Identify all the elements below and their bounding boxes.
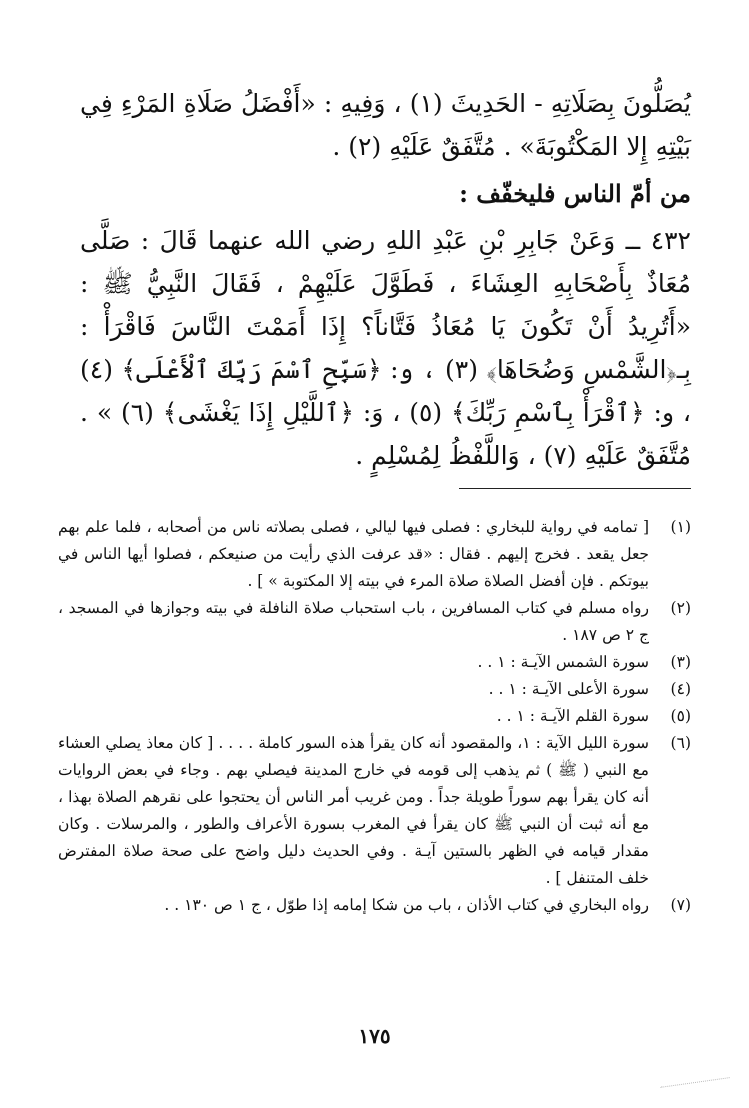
footnote xyxy=(58,703,691,730)
footnote xyxy=(58,595,691,649)
footnote-text: سورة الليل الآية : ١، والمقصود أنه كان يقرأ هذه السور كاملة . . . . [ كان معاذ يصلي العشاء مع النبي ( ﷺ ) ثم يذهب إلى قومه في خارج المدينة فيصلي بهم . وجاء في بعض الروايات أنه كان يقرأ بهم سوراً طويلة جداً . ومن غريب أمر الناس أن يحتجوا على نقرهم الصلاة بهذا ، مع أنه ثبت أن النبي ﷺ كان يقرأ في المغرب بسورة الأعراف والطور ، والمرسلات . وكان مقدار قيامه في الظهر بالستين آيـة . وفي الحديث دليل واضح على صحة صلاة المفترض خلف المتنفل ] . xyxy=(58,734,649,887)
footnote-divider xyxy=(459,488,691,489)
footnote xyxy=(58,730,691,892)
section-heading: من أمّ الناس فليخفّف : xyxy=(459,179,691,208)
footnote-number: (٧) xyxy=(670,896,691,914)
main-paragraph-2: ٤٣٢ ــ وَعَنْ جَابِرِ بْنِ عَبْدِ اللهِ رضي الله عنهما قَالَ : صَلَّى مُعَاذٌ بِأَصْحَابِهِ العِشَاءَ ، فَطَوَّلَ عَلَيْهِمْ ، فَقَالَ النَّبِيُّ ﷺ : «أَتُرِيدُ أَنْ تَكُونَ يَا مُعَاذُ فَتَّاناً؟ إِذَا أَمَمْتَ النَّاسَ فَاقْرَأْ : بِـ﴿الشَّمْسِ وَضُحَاهَا﴾ (٣) ، و: ﴿سَبِّحِ ٱسْمَ رَبِّكَ ٱلْأَعْلَى﴾ (٤) ، و: ﴿ٱقْرَأْ بِٱسْمِ رَبِّكَ﴾ (٥) ، وَ: ﴿ٱللَّيْلِ إِذَا يَغْشَى﴾ (٦) » . مُتَّفَقٌ عَلَيْهِ (٧) ، وَاللَّفْظُ لِمُسْلِمٍ . xyxy=(80,226,691,470)
footnote-number: (٥) xyxy=(670,707,691,725)
footnote-text: سورة الأعلى الآيـة : ١ . . xyxy=(488,680,649,698)
scan-mark xyxy=(660,1077,729,1088)
footnote-text: رواه البخاري في كتاب الأذان ، باب من شكا إمامه إذا طوّل ، ج ١ ص ١٣٠ . . xyxy=(164,896,649,914)
main-paragraph-1: يُصَلُّونَ بِصَلَاتِهِ - الحَدِيثَ (١) ، وَفِيهِ : «أَفْضَلُ صَلَاةِ المَرْءِ فِي بَيْتِهِ إِلا المَكْتُوبَةَ» . مُتَّفَقٌ عَلَيْهِ (٢) . xyxy=(80,89,691,161)
footnote-number: (١) xyxy=(670,518,691,536)
footnote-text: سورة الشمس الآيـة : ١ . . xyxy=(477,653,649,671)
main-text xyxy=(80,82,691,477)
footnote-number: (٣) xyxy=(670,653,691,671)
footnote-text: رواه مسلم في كتاب المسافرين ، باب استحباب صلاة النافلة في بيته وجوازها في المسجد ، ج ٢ ص ١٨٧ . xyxy=(58,599,649,644)
footnote xyxy=(58,892,691,919)
page-number: ١٧٥ xyxy=(358,1024,391,1048)
footnote-number: (٢) xyxy=(670,599,691,617)
footnote xyxy=(58,676,691,703)
footnote-text: سورة القلم الآيـة : ١ . . xyxy=(496,707,649,725)
footnote xyxy=(58,649,691,676)
footnote-number: (٦) xyxy=(670,734,691,752)
footnotes xyxy=(58,514,691,919)
footnote-text: [ تمامه في رواية للبخاري : فصلى فيها ليالي ، فصلى بصلاته ناس من أصحابه ، فلما علم بهم جعل يقعد . فخرج إليهم . فقال : «قد عرفت الذي رأيت من صنيعكم ، فصلوا أيها الناس في بيوتكم . فإن أفضل الصلاة صلاة المرء في بيته إلا المكتوبة » ] . xyxy=(58,518,649,590)
footnote-number: (٤) xyxy=(670,680,691,698)
footnote xyxy=(58,514,691,595)
